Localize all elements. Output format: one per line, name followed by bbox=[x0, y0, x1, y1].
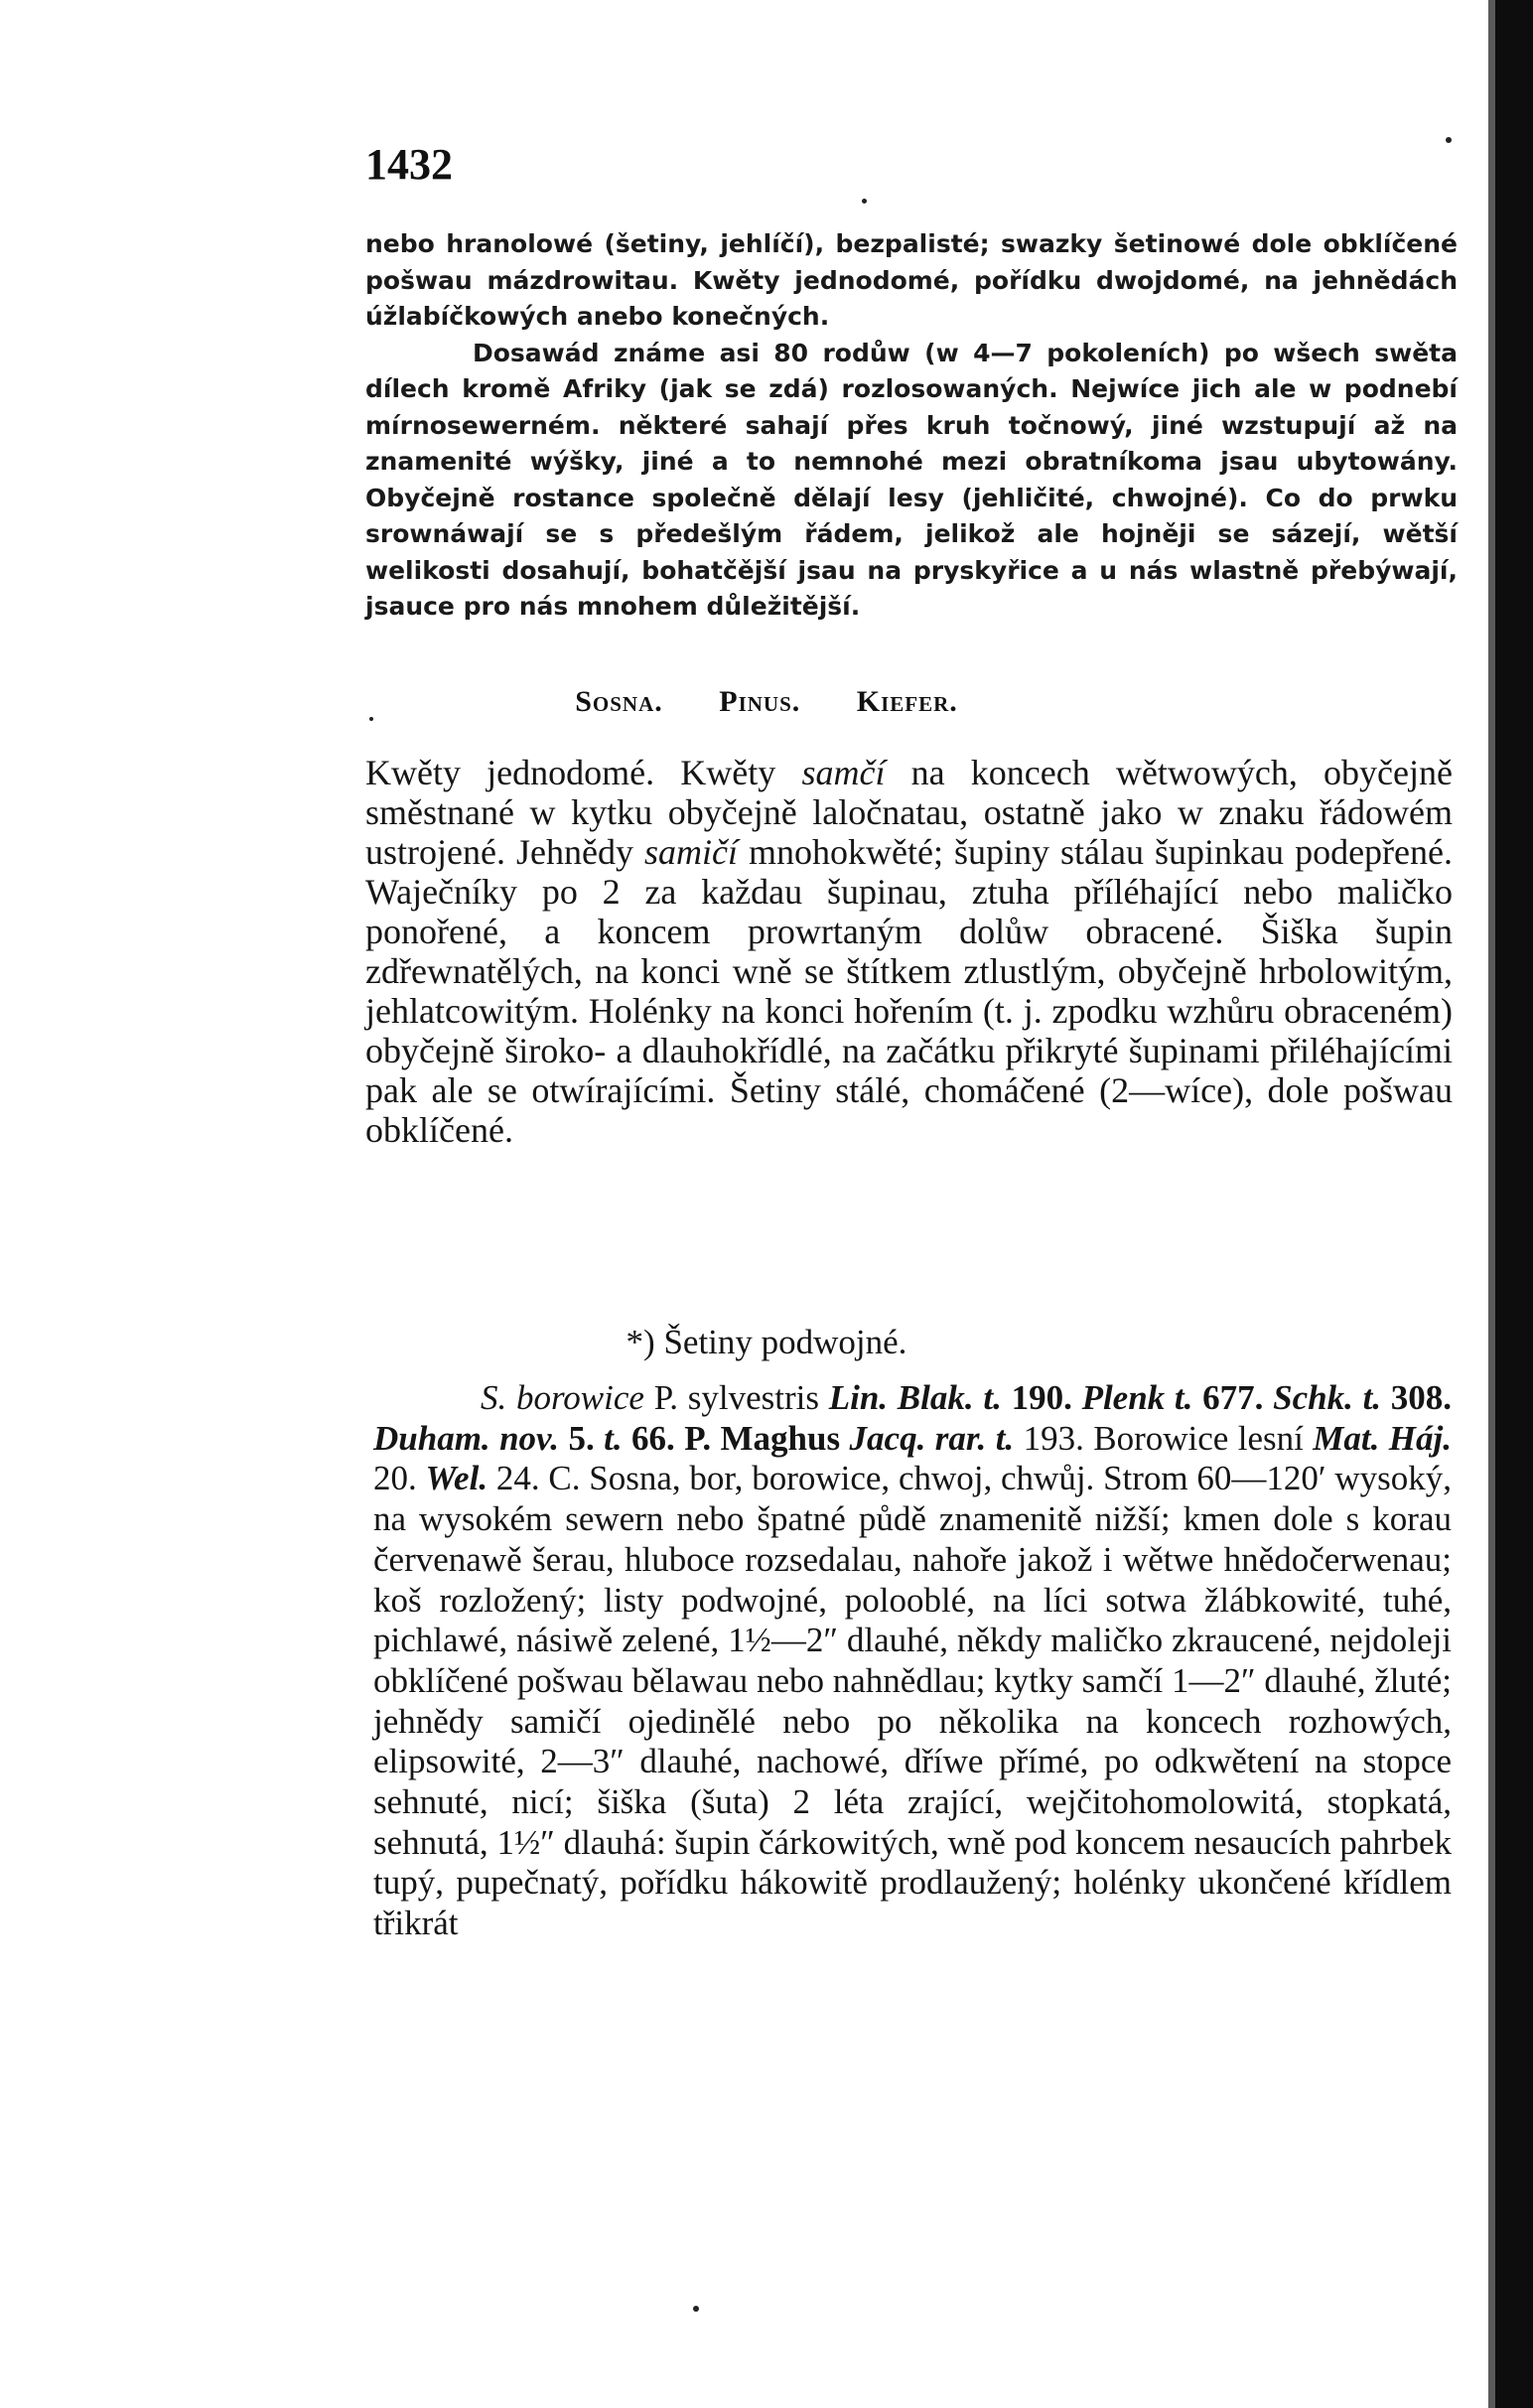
species-entry-text: S. borowice P. sylvestris Lin. Blak. t. 190. Plenk t. 677. Schk. t. 308. Duham. nov. 5. t. 66. P. Maghus Jacq. rar. t. 193. Borowice lesní Mat. Háj. 20. Wel. 24. C. Sosna, bor, borowice, chwoj, chwůj. Strom 60—120′ wysoký, na wysokém sewern nebo špatné půdě znamenitě nižší; kmen dole s korau červenawě šerau, hluboce rozsedalau, nahoře jakož i wětwe hnědočerwenau; koš rozložený; listy podwojné, polooblé, na líci sotwa žlábkowité, tuhé, pichlawé, násiwě zelené, 1½—2″ dlauhé, někdy maličko zkraucené, nejdoleji obklíčené pošwau bělawau nebo nahnědlau; kytky samčí 1—2″ dlauhé, žluté; jehnědy samičí ojedinělé nebo po několika na koncech rozhowých, elipsowité, 2—3″ dlauhé, nachowé, dříwe přímé, po odkwětení na stopce sehnuté, nicí; šiška (šuta) 2 léta zrající, wejčitohomolowitá, stopkatá, sehnutá, 1½″ dlauhá: šupin čárkowitých, wně pod koncem nesaucích pahrbek tupý, pupečnatý, pořídku hákowitě prodlaužený; holénky ukončené křídlem třikrát bbox=[373, 1378, 1453, 1943]
intro-text-2: Dosawád známe asi 80 rodůw (w 4—7 pokoleních) po wšech swěta dílech kromě Afriky (jak se zdá) rozlosowaných. Nejwíce jich ale w podnebí mírnosewerném. některé sahají přes kruh točnowý, jiné wzstupují až na znamenité wýšky, jiné a to nemnohé mezi obratníkoma jsau ubytowány. Obyčejně rostance společně dělají lesy (jehličité, chwojné). Co do prwku srownáwají se s předešlým řádem, jelikož ale hojněji se sázejí, wětší welikosti dosahují, bohatčější jsau na pryskyřice a u nás wlastně přebýwají, jsauce pro nás mnohem důležitější. bbox=[365, 338, 1458, 621]
section-heading: *) Šetiny podwojné. bbox=[626, 1323, 907, 1361]
genus-name-czech: Sosna. bbox=[575, 685, 663, 718]
genus-heading bbox=[0, 685, 1533, 719]
ink-speck bbox=[1446, 137, 1452, 143]
genus-name-latin: Pinus. bbox=[719, 685, 801, 718]
genus-name-german: Kiefer. bbox=[856, 685, 958, 718]
species-entry bbox=[373, 1378, 1452, 1944]
page-number: 1432 bbox=[365, 140, 453, 189]
intro-paragraph bbox=[365, 226, 1458, 626]
intro-text-1: nebo hranolowé (šetiny, jehlíčí), bezpalisté; swazky šetinowé dole obklíčené pošwau mázdrowitau. Kwěty jednodomé, pořídku dwojdomé, na jehnědách úžlabíčkowých anebo konečných. bbox=[365, 229, 1458, 331]
ink-speck bbox=[693, 2306, 699, 2312]
page-edge-border bbox=[1495, 0, 1533, 2408]
page-edge-shadow bbox=[1488, 0, 1495, 2408]
ink-speck bbox=[862, 199, 867, 204]
genus-description bbox=[365, 753, 1453, 1150]
genus-description-text: Kwěty jednodomé. Kwěty samčí na koncech wětwowých, obyčejně směstnané w kytku obyčejně laločnatau, ostatně jako w znaku řádowém ustrojené. Jehnědy samičí mnohokwěté; šupiny stálau šupinkau podepřené. Waječníky po 2 za každau šupinau, ztuha příléhající nebo maličko ponořené, a koncem prowrtaným dolůw obracené. Šiška šupin zdřewnatělých, na konci wně se štítkem ztlustlým, obyčejně hrbolowitým, jehlatcowitým. Holénky na konci hořením (t. j. zpodku wzhůru obraceném) obyčejně široko- a dlauhokřídlé, na začátku přikryté šupinami přiléhajícími pak ale se otwírajícími. Šetiny stálé, chomáčené (2—wíce), dole pošwau obklíčené. bbox=[365, 753, 1453, 1150]
